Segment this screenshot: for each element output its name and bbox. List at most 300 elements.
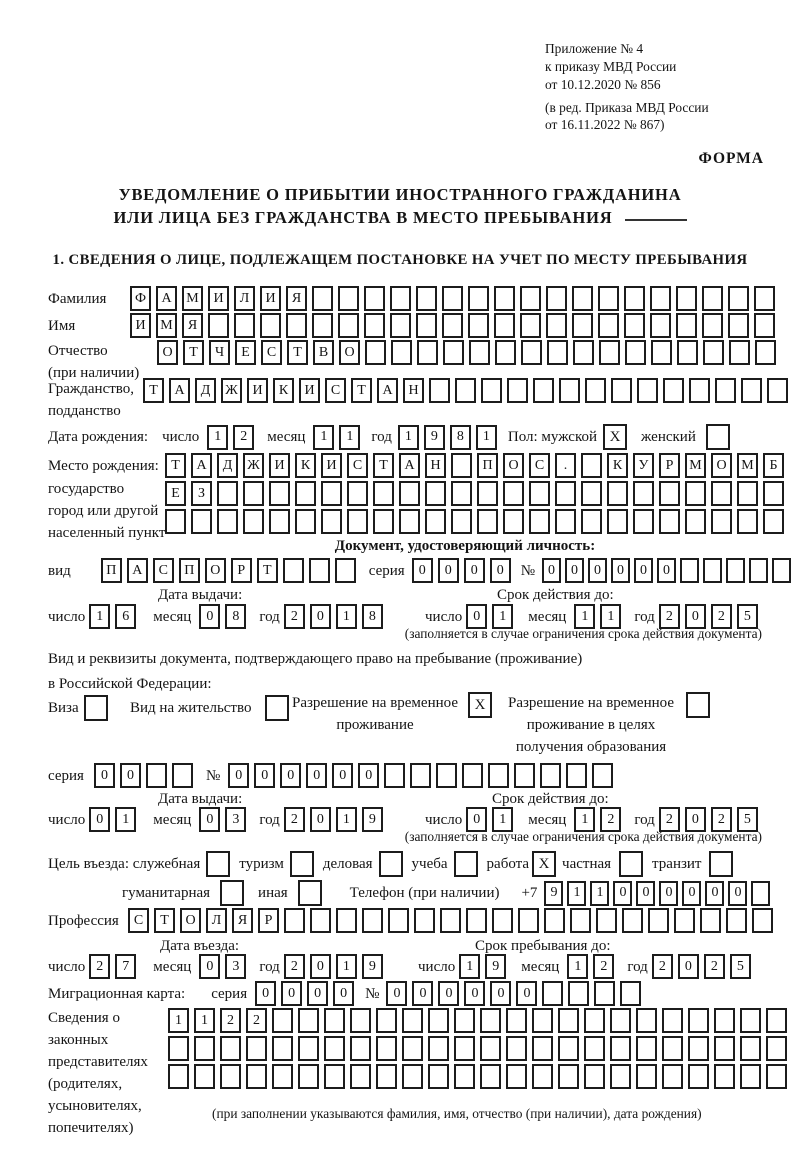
char-cell[interactable] [680, 558, 699, 583]
char-cell[interactable]: 0 [199, 604, 220, 629]
char-cell[interactable] [384, 763, 405, 788]
char-cell[interactable] [347, 481, 368, 506]
char-cell[interactable] [637, 378, 658, 403]
reps-cells-row2[interactable] [168, 1036, 792, 1061]
char-cell[interactable] [425, 509, 446, 534]
sex-male-checkbox[interactable] [603, 424, 627, 450]
char-cell[interactable] [350, 1036, 371, 1061]
char-cell[interactable] [714, 1064, 735, 1089]
char-cell[interactable]: Ж [243, 453, 264, 478]
char-cell[interactable]: X [532, 851, 556, 877]
char-cell[interactable] [532, 1036, 553, 1061]
char-cell[interactable]: 0 [280, 763, 301, 788]
char-cell[interactable] [506, 1064, 527, 1089]
char-cell[interactable] [711, 481, 732, 506]
char-cell[interactable]: 1 [115, 807, 136, 832]
char-cell[interactable] [572, 313, 593, 338]
char-cell[interactable] [416, 313, 437, 338]
char-cell[interactable]: А [399, 453, 420, 478]
char-cell[interactable] [390, 286, 411, 311]
char-cell[interactable]: Е [165, 481, 186, 506]
char-cell[interactable] [542, 981, 563, 1006]
char-cell[interactable]: Я [286, 286, 307, 311]
char-cell[interactable]: 2 [711, 604, 732, 629]
char-cell[interactable]: 2 [89, 954, 110, 979]
char-cell[interactable]: 8 [225, 604, 246, 629]
char-cell[interactable] [283, 558, 304, 583]
char-cell[interactable]: 0 [438, 558, 459, 583]
char-cell[interactable]: 9 [544, 881, 563, 906]
char-cell[interactable] [659, 509, 680, 534]
char-cell[interactable] [749, 558, 768, 583]
char-cell[interactable]: 5 [730, 954, 751, 979]
char-cell[interactable] [520, 313, 541, 338]
char-cell[interactable] [298, 1064, 319, 1089]
char-cell[interactable] [477, 509, 498, 534]
char-cell[interactable] [399, 481, 420, 506]
char-cell[interactable]: Н [425, 453, 446, 478]
purpose-business-checkbox[interactable] [379, 851, 403, 877]
char-cell[interactable] [570, 908, 591, 933]
char-cell[interactable] [610, 1008, 631, 1033]
char-cell[interactable]: X [468, 692, 492, 718]
char-cell[interactable]: 0 [310, 604, 331, 629]
char-cell[interactable]: И [260, 286, 281, 311]
char-cell[interactable] [700, 908, 721, 933]
char-cell[interactable]: 6 [115, 604, 136, 629]
char-cell[interactable] [659, 481, 680, 506]
char-cell[interactable]: П [477, 453, 498, 478]
char-cell[interactable]: 0 [306, 763, 327, 788]
purpose-humanitarian-checkbox[interactable] [220, 880, 244, 906]
char-cell[interactable]: 0 [565, 558, 584, 583]
mig-series-cells[interactable] [255, 981, 359, 1006]
char-cell[interactable] [436, 763, 457, 788]
char-cell[interactable] [507, 378, 528, 403]
char-cell[interactable]: 0 [199, 954, 220, 979]
char-cell[interactable] [298, 1008, 319, 1033]
char-cell[interactable] [611, 378, 632, 403]
char-cell[interactable]: Я [182, 313, 203, 338]
char-cell[interactable] [417, 340, 438, 365]
char-cell[interactable]: 0 [613, 881, 632, 906]
char-cell[interactable]: 0 [611, 558, 630, 583]
char-cell[interactable] [298, 1036, 319, 1061]
char-cell[interactable]: 0 [358, 763, 379, 788]
char-cell[interactable]: М [737, 453, 758, 478]
char-cell[interactable] [662, 1036, 683, 1061]
char-cell[interactable]: 0 [120, 763, 141, 788]
char-cell[interactable]: 0 [466, 604, 487, 629]
char-cell[interactable] [494, 286, 515, 311]
char-cell[interactable]: 0 [685, 807, 706, 832]
char-cell[interactable] [168, 1064, 189, 1089]
doc-issue-day-cells[interactable] [89, 604, 141, 629]
char-cell[interactable] [260, 313, 281, 338]
char-cell[interactable]: И [208, 286, 229, 311]
char-cell[interactable] [172, 763, 193, 788]
doc-issue-month-cells[interactable] [199, 604, 251, 629]
char-cell[interactable]: 1 [207, 425, 228, 450]
char-cell[interactable] [309, 558, 330, 583]
char-cell[interactable]: И [130, 313, 151, 338]
char-cell[interactable]: 1 [336, 807, 357, 832]
char-cell[interactable] [662, 1008, 683, 1033]
birthplace-cells-row2[interactable] [165, 481, 789, 506]
char-cell[interactable] [596, 908, 617, 933]
char-cell[interactable] [443, 340, 464, 365]
citizenship-cells[interactable] [143, 378, 793, 403]
char-cell[interactable] [194, 1036, 215, 1061]
char-cell[interactable] [766, 1036, 787, 1061]
char-cell[interactable] [480, 1064, 501, 1089]
char-cell[interactable] [217, 509, 238, 534]
char-cell[interactable]: 0 [332, 763, 353, 788]
char-cell[interactable] [428, 1036, 449, 1061]
char-cell[interactable] [676, 313, 697, 338]
char-cell[interactable] [754, 286, 775, 311]
char-cell[interactable]: 1 [336, 604, 357, 629]
char-cell[interactable] [688, 1008, 709, 1033]
reps-cells-row1[interactable] [168, 1008, 792, 1033]
birth-month-cells[interactable] [313, 425, 365, 450]
char-cell[interactable]: В [313, 340, 334, 365]
char-cell[interactable] [763, 481, 784, 506]
char-cell[interactable] [547, 340, 568, 365]
char-cell[interactable] [752, 908, 773, 933]
char-cell[interactable] [581, 453, 602, 478]
char-cell[interactable]: Т [373, 453, 394, 478]
stay-month-cells[interactable] [567, 954, 619, 979]
char-cell[interactable] [440, 908, 461, 933]
char-cell[interactable] [402, 1008, 423, 1033]
char-cell[interactable] [391, 340, 412, 365]
char-cell[interactable] [295, 481, 316, 506]
char-cell[interactable]: У [633, 453, 654, 478]
char-cell[interactable]: 1 [459, 954, 480, 979]
purpose-official-checkbox[interactable] [206, 851, 230, 877]
char-cell[interactable] [506, 1008, 527, 1033]
char-cell[interactable] [677, 340, 698, 365]
birthplace-cells-row3[interactable] [165, 509, 789, 534]
char-cell[interactable]: 0 [464, 558, 485, 583]
char-cell[interactable] [272, 1008, 293, 1033]
char-cell[interactable] [584, 1008, 605, 1033]
char-cell[interactable] [703, 558, 722, 583]
char-cell[interactable] [598, 286, 619, 311]
char-cell[interactable] [726, 558, 745, 583]
char-cell[interactable] [373, 481, 394, 506]
profession-cells[interactable] [128, 908, 778, 933]
char-cell[interactable] [376, 1064, 397, 1089]
char-cell[interactable]: 2 [246, 1008, 267, 1033]
char-cell[interactable]: М [685, 453, 706, 478]
char-cell[interactable]: 2 [284, 807, 305, 832]
char-cell[interactable] [741, 378, 762, 403]
char-cell[interactable] [599, 340, 620, 365]
char-cell[interactable]: С [261, 340, 282, 365]
char-cell[interactable] [674, 908, 695, 933]
char-cell[interactable] [410, 763, 431, 788]
char-cell[interactable] [625, 340, 646, 365]
char-cell[interactable]: 0 [89, 807, 110, 832]
char-cell[interactable] [310, 908, 331, 933]
char-cell[interactable]: Ж [221, 378, 242, 403]
char-cell[interactable]: 0 [678, 954, 699, 979]
char-cell[interactable]: С [153, 558, 174, 583]
char-cell[interactable] [146, 763, 167, 788]
char-cell[interactable] [295, 509, 316, 534]
char-cell[interactable] [373, 509, 394, 534]
char-cell[interactable] [688, 1036, 709, 1061]
char-cell[interactable] [620, 981, 641, 1006]
char-cell[interactable] [592, 763, 613, 788]
temp-residence-edu-checkbox[interactable] [686, 692, 710, 718]
char-cell[interactable] [243, 509, 264, 534]
char-cell[interactable] [636, 1036, 657, 1061]
char-cell[interactable]: 9 [362, 954, 383, 979]
char-cell[interactable] [610, 1036, 631, 1061]
char-cell[interactable]: Т [143, 378, 164, 403]
char-cell[interactable]: П [101, 558, 122, 583]
char-cell[interactable] [428, 1008, 449, 1033]
char-cell[interactable]: 1 [567, 954, 588, 979]
char-cell[interactable]: 0 [333, 981, 354, 1006]
char-cell[interactable]: 0 [657, 558, 676, 583]
char-cell[interactable]: Р [231, 558, 252, 583]
char-cell[interactable] [399, 509, 420, 534]
char-cell[interactable] [766, 1008, 787, 1033]
char-cell[interactable] [376, 1008, 397, 1033]
char-cell[interactable] [272, 1036, 293, 1061]
char-cell[interactable] [636, 1008, 657, 1033]
char-cell[interactable]: 8 [450, 425, 471, 450]
char-cell[interactable]: Б [763, 453, 784, 478]
char-cell[interactable] [194, 1064, 215, 1089]
char-cell[interactable] [428, 1064, 449, 1089]
permit-issue-month-cells[interactable] [199, 807, 251, 832]
char-cell[interactable] [338, 286, 359, 311]
char-cell[interactable]: 1 [574, 807, 595, 832]
char-cell[interactable]: 9 [424, 425, 445, 450]
char-cell[interactable] [364, 313, 385, 338]
char-cell[interactable] [540, 763, 561, 788]
char-cell[interactable]: 2 [659, 807, 680, 832]
char-cell[interactable]: К [607, 453, 628, 478]
char-cell[interactable] [663, 378, 684, 403]
char-cell[interactable] [388, 908, 409, 933]
char-cell[interactable]: 0 [412, 558, 433, 583]
char-cell[interactable]: 0 [682, 881, 701, 906]
char-cell[interactable] [454, 1064, 475, 1089]
char-cell[interactable] [425, 481, 446, 506]
char-cell[interactable] [737, 481, 758, 506]
char-cell[interactable]: 1 [89, 604, 110, 629]
char-cell[interactable] [379, 851, 403, 877]
char-cell[interactable] [454, 851, 478, 877]
char-cell[interactable] [321, 509, 342, 534]
char-cell[interactable]: 1 [567, 881, 586, 906]
char-cell[interactable] [685, 481, 706, 506]
char-cell[interactable] [442, 313, 463, 338]
char-cell[interactable]: 0 [705, 881, 724, 906]
sex-female-checkbox[interactable] [706, 424, 730, 450]
char-cell[interactable]: 0 [386, 981, 407, 1006]
char-cell[interactable] [754, 313, 775, 338]
char-cell[interactable] [364, 286, 385, 311]
char-cell[interactable]: И [269, 453, 290, 478]
char-cell[interactable]: Р [258, 908, 279, 933]
char-cell[interactable]: Ф [130, 286, 151, 311]
char-cell[interactable] [573, 340, 594, 365]
char-cell[interactable] [312, 286, 333, 311]
char-cell[interactable] [559, 378, 580, 403]
char-cell[interactable] [726, 908, 747, 933]
char-cell[interactable] [686, 692, 710, 718]
permit-series-cells[interactable] [94, 763, 198, 788]
char-cell[interactable] [477, 481, 498, 506]
char-cell[interactable]: 2 [600, 807, 621, 832]
char-cell[interactable]: 9 [485, 954, 506, 979]
char-cell[interactable] [555, 481, 576, 506]
char-cell[interactable] [772, 558, 791, 583]
char-cell[interactable] [636, 1064, 657, 1089]
char-cell[interactable]: 0 [466, 807, 487, 832]
given-name-cells[interactable] [130, 313, 780, 338]
char-cell[interactable] [598, 313, 619, 338]
char-cell[interactable]: . [555, 453, 576, 478]
char-cell[interactable]: 0 [634, 558, 653, 583]
char-cell[interactable] [532, 1064, 553, 1089]
permit-number-cells[interactable] [228, 763, 618, 788]
char-cell[interactable] [416, 286, 437, 311]
char-cell[interactable] [488, 763, 509, 788]
char-cell[interactable] [558, 1036, 579, 1061]
char-cell[interactable] [265, 695, 289, 721]
char-cell[interactable] [650, 313, 671, 338]
char-cell[interactable]: О [711, 453, 732, 478]
char-cell[interactable] [492, 908, 513, 933]
char-cell[interactable] [312, 313, 333, 338]
char-cell[interactable]: О [157, 340, 178, 365]
entry-month-cells[interactable] [199, 954, 251, 979]
char-cell[interactable] [272, 1064, 293, 1089]
char-cell[interactable] [714, 1036, 735, 1061]
char-cell[interactable]: 1 [492, 604, 513, 629]
char-cell[interactable] [607, 509, 628, 534]
char-cell[interactable]: Р [659, 453, 680, 478]
residence-permit-checkbox[interactable] [265, 695, 289, 721]
reps-cells-row3[interactable] [168, 1064, 792, 1089]
char-cell[interactable]: 0 [254, 763, 275, 788]
char-cell[interactable] [633, 509, 654, 534]
char-cell[interactable]: 1 [339, 425, 360, 450]
entry-day-cells[interactable] [89, 954, 141, 979]
char-cell[interactable] [451, 481, 472, 506]
char-cell[interactable] [324, 1008, 345, 1033]
char-cell[interactable] [763, 509, 784, 534]
patronymic-cells[interactable] [157, 340, 781, 365]
char-cell[interactable] [220, 880, 244, 906]
char-cell[interactable]: 3 [225, 807, 246, 832]
char-cell[interactable]: Л [234, 286, 255, 311]
char-cell[interactable]: А [191, 453, 212, 478]
char-cell[interactable] [607, 481, 628, 506]
char-cell[interactable] [284, 908, 305, 933]
char-cell[interactable]: 0 [255, 981, 276, 1006]
char-cell[interactable]: 1 [590, 881, 609, 906]
permit-issue-day-cells[interactable] [89, 807, 141, 832]
char-cell[interactable] [350, 1008, 371, 1033]
char-cell[interactable] [376, 1036, 397, 1061]
char-cell[interactable] [480, 1036, 501, 1061]
char-cell[interactable] [558, 1008, 579, 1033]
char-cell[interactable] [755, 340, 776, 365]
char-cell[interactable] [711, 509, 732, 534]
char-cell[interactable] [462, 763, 483, 788]
char-cell[interactable]: Е [235, 340, 256, 365]
char-cell[interactable]: 0 [490, 981, 511, 1006]
char-cell[interactable]: М [156, 313, 177, 338]
char-cell[interactable]: 2 [233, 425, 254, 450]
char-cell[interactable]: С [325, 378, 346, 403]
char-cell[interactable] [706, 424, 730, 450]
char-cell[interactable]: 0 [310, 807, 331, 832]
char-cell[interactable]: 0 [307, 981, 328, 1006]
char-cell[interactable]: 1 [574, 604, 595, 629]
char-cell[interactable] [518, 908, 539, 933]
char-cell[interactable] [503, 509, 524, 534]
char-cell[interactable]: Ч [209, 340, 230, 365]
char-cell[interactable]: 0 [588, 558, 607, 583]
char-cell[interactable] [676, 286, 697, 311]
char-cell[interactable] [685, 509, 706, 534]
phone-cells[interactable] [544, 881, 774, 906]
char-cell[interactable] [246, 1064, 267, 1089]
char-cell[interactable] [532, 1008, 553, 1033]
char-cell[interactable] [568, 981, 589, 1006]
char-cell[interactable] [544, 908, 565, 933]
temp-residence-checkbox[interactable] [468, 692, 492, 718]
char-cell[interactable]: О [180, 908, 201, 933]
char-cell[interactable] [751, 881, 770, 906]
char-cell[interactable]: С [529, 453, 550, 478]
char-cell[interactable]: 0 [199, 807, 220, 832]
char-cell[interactable] [529, 509, 550, 534]
char-cell[interactable] [740, 1064, 761, 1089]
char-cell[interactable]: С [347, 453, 368, 478]
char-cell[interactable]: 0 [228, 763, 249, 788]
char-cell[interactable]: 2 [220, 1008, 241, 1033]
char-cell[interactable]: 1 [194, 1008, 215, 1033]
char-cell[interactable] [703, 340, 724, 365]
char-cell[interactable] [546, 286, 567, 311]
char-cell[interactable]: К [295, 453, 316, 478]
char-cell[interactable] [451, 509, 472, 534]
doc-number-cells[interactable] [542, 558, 795, 583]
char-cell[interactable]: Т [154, 908, 175, 933]
char-cell[interactable] [709, 851, 733, 877]
char-cell[interactable]: 2 [659, 604, 680, 629]
char-cell[interactable] [455, 378, 476, 403]
char-cell[interactable] [269, 509, 290, 534]
char-cell[interactable] [402, 1036, 423, 1061]
char-cell[interactable] [737, 509, 758, 534]
surname-cells[interactable] [130, 286, 780, 311]
char-cell[interactable] [286, 313, 307, 338]
char-cell[interactable]: С [128, 908, 149, 933]
char-cell[interactable] [558, 1064, 579, 1089]
